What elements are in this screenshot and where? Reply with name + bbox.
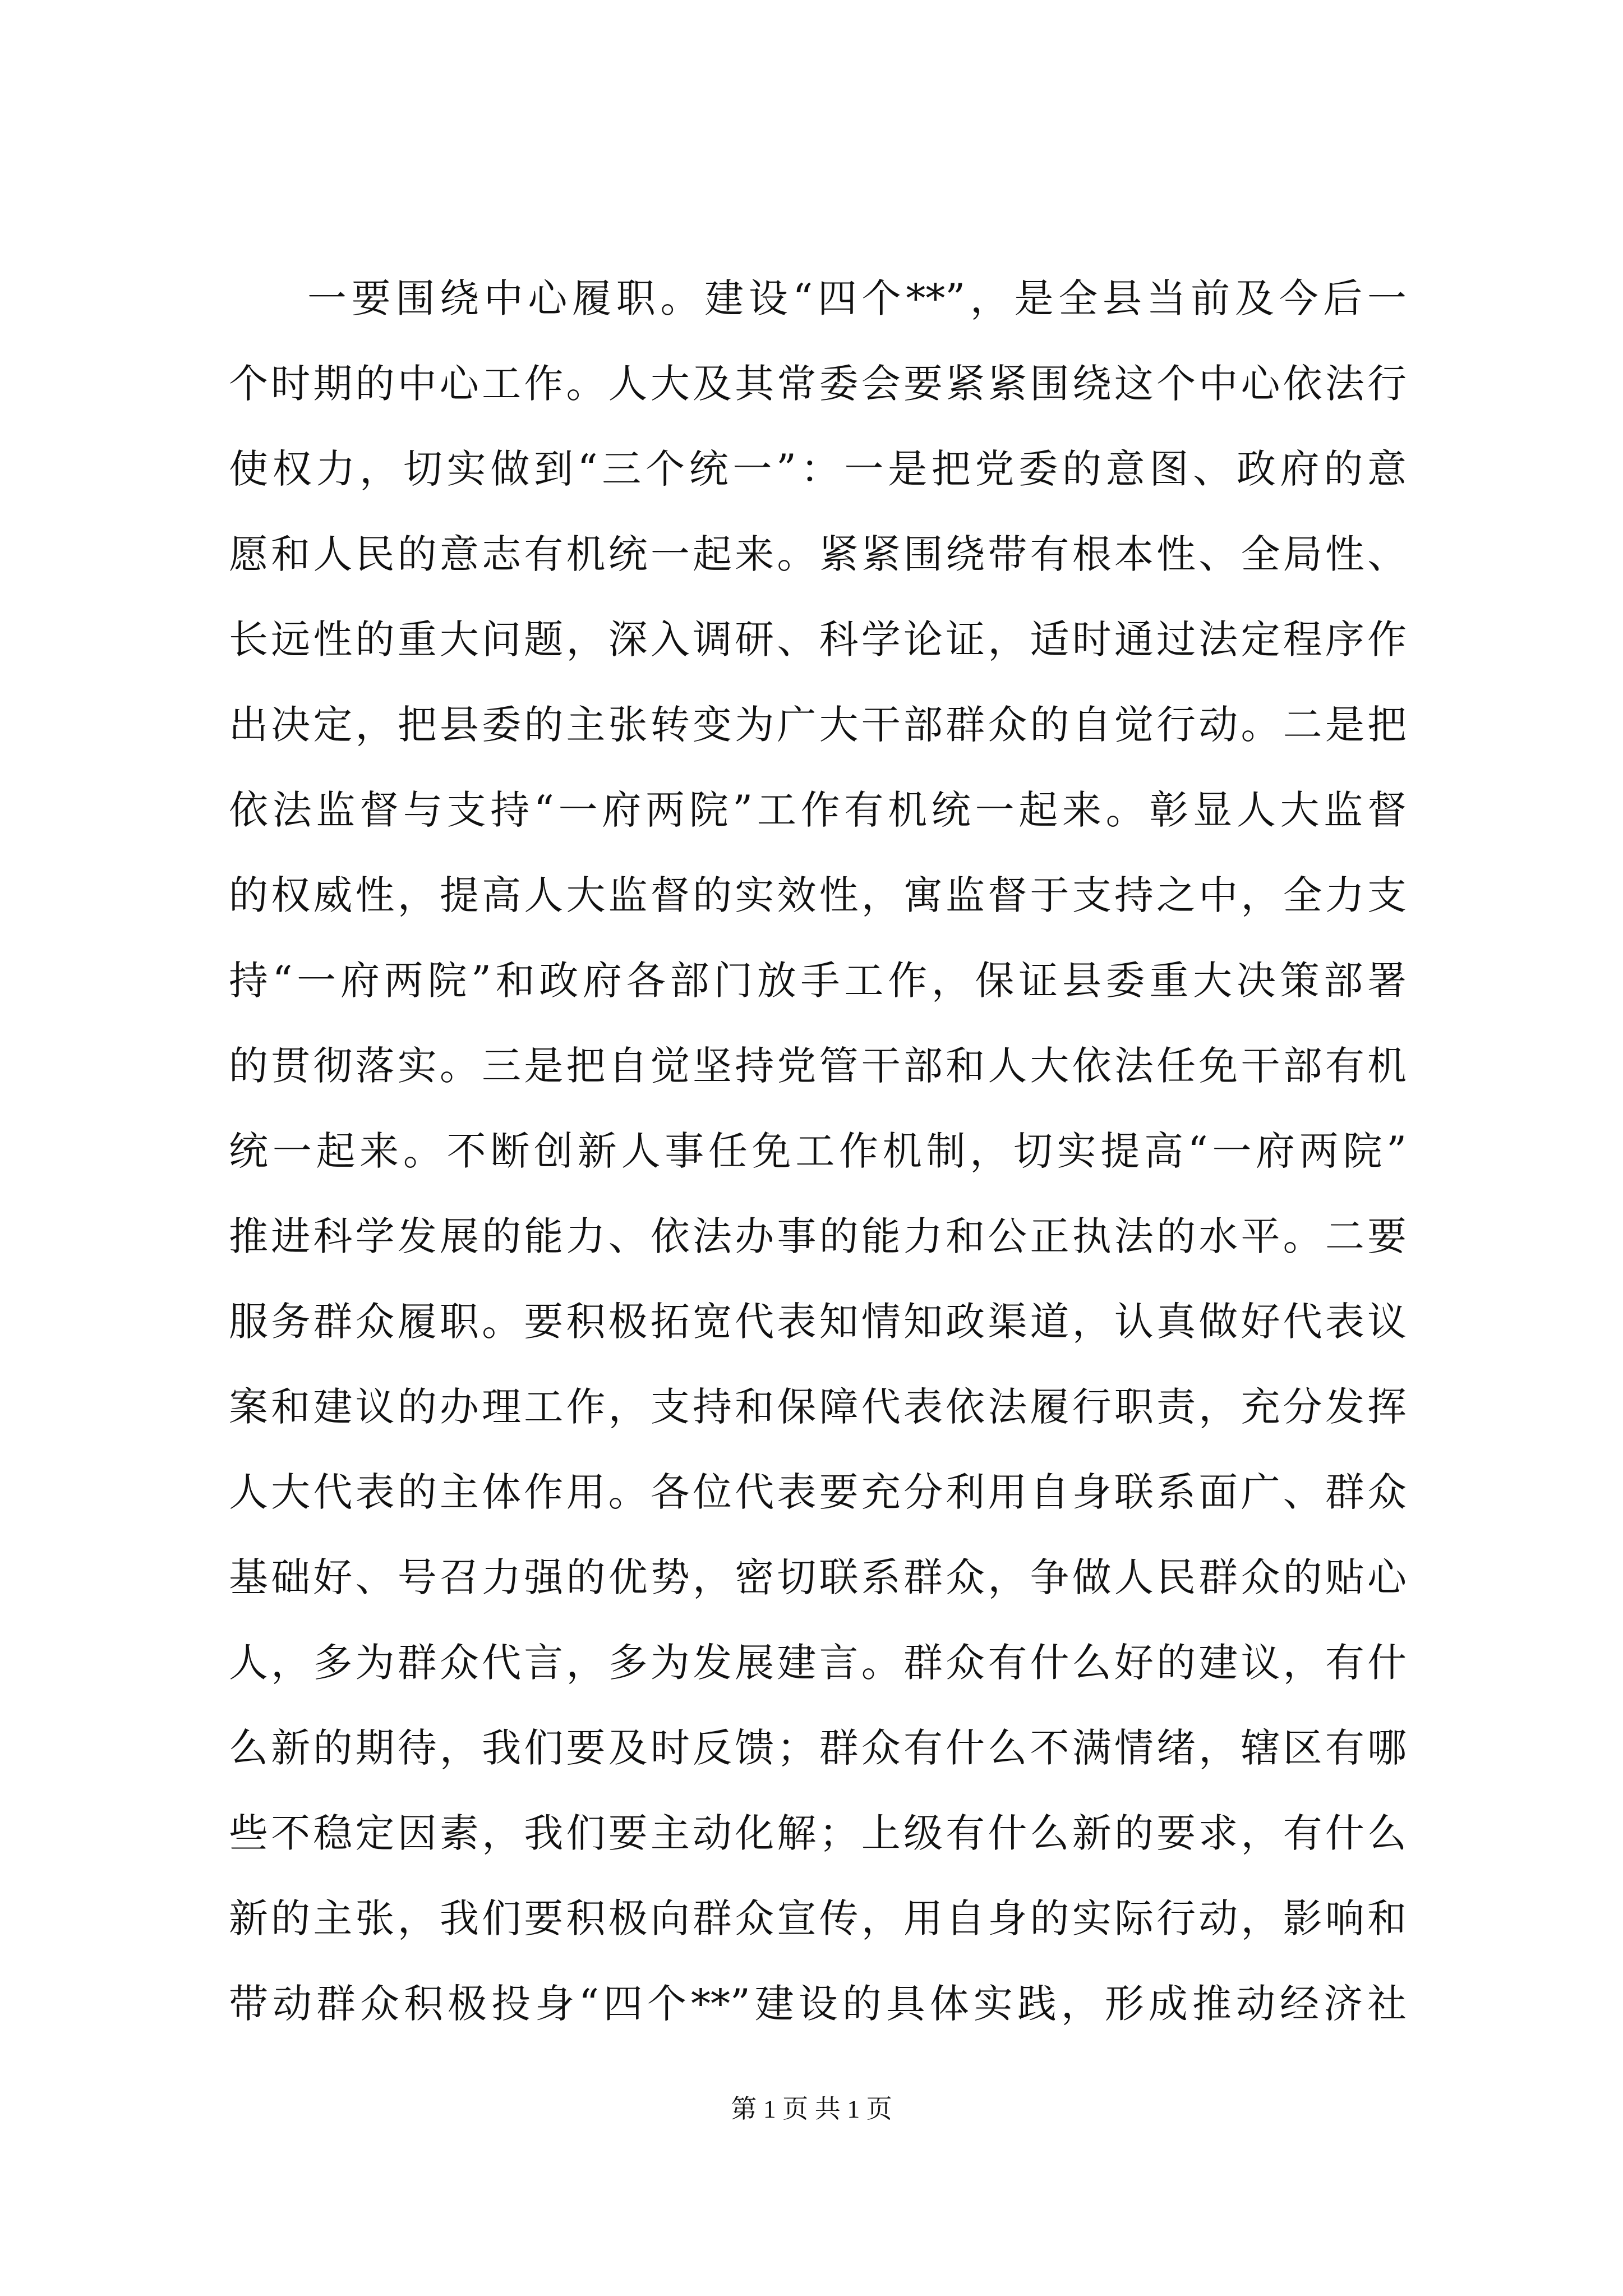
page-number-footer: 第 1 页 共 1 页 <box>731 2095 892 2123</box>
text-line: 案和建议的办理工作，支持和保障代表依法履行职责，充分发挥 <box>229 1384 1407 1430</box>
text-line: 人大代表的主体作用。各位代表要充分利用自身联系面广、群众 <box>229 1469 1407 1515</box>
text-line: 愿和人民的意志有机统一起来。紧紧围绕带有根本性、全局性、 <box>229 531 1407 577</box>
text-line: 带动群众积极投身“四个**”建设的具体实践，形成推动经济社 <box>229 1981 1407 2027</box>
text-line: 个时期的中心工作。人大及其常委会要紧紧围绕这个中心依法行 <box>229 361 1407 407</box>
text-line: 新的主张，我们要积极向群众宣传，用自身的实际行动，影响和 <box>229 1895 1407 1941</box>
text-line: 使权力，切实做到“三个统一”：一是把党委的意图、政府的意 <box>229 446 1407 492</box>
text-line: 一要围绕中心履职。建设“四个**”，是全县当前及今后一 <box>307 275 1407 321</box>
text-line: 人，多为群众代言，多为发展建言。群众有什么好的建议，有什 <box>229 1640 1407 1686</box>
text-line: 出决定，把县委的主张转变为广大干部群众的自觉行动。二是把 <box>229 702 1407 748</box>
text-line: 的贯彻落实。三是把自觉坚持党管干部和人大依法任免干部有机 <box>229 1043 1407 1089</box>
text-line: 依法监督与支持“一府两院”工作有机统一起来。彰显人大监督 <box>229 787 1407 833</box>
text-line: 基础好、号召力强的优势，密切联系群众，争做人民群众的贴心 <box>229 1554 1407 1600</box>
text-line: 么新的期待，我们要及时反馈；群众有什么不满情绪，辖区有哪 <box>229 1725 1407 1771</box>
body-paragraph <box>229 256 1407 2046</box>
text-line: 推进科学发展的能力、依法办事的能力和公正执法的水平。二要 <box>229 1213 1407 1259</box>
text-line: 统一起来。不断创新人事任免工作机制，切实提高“一府两院” <box>229 1128 1407 1174</box>
text-line: 些不稳定因素，我们要主动化解；上级有什么新的要求，有什么 <box>229 1810 1407 1856</box>
text-line: 长远性的重大问题，深入调研、科学论证，适时通过法定程序作 <box>229 616 1407 662</box>
text-line: 持“一府两院”和政府各部门放手工作，保证县委重大决策部署 <box>229 958 1407 1004</box>
text-line: 的权威性，提高人大监督的实效性，寓监督于支持之中，全力支 <box>229 872 1407 918</box>
text-line: 服务群众履职。要积极拓宽代表知情知政渠道，认真做好代表议 <box>229 1299 1407 1345</box>
